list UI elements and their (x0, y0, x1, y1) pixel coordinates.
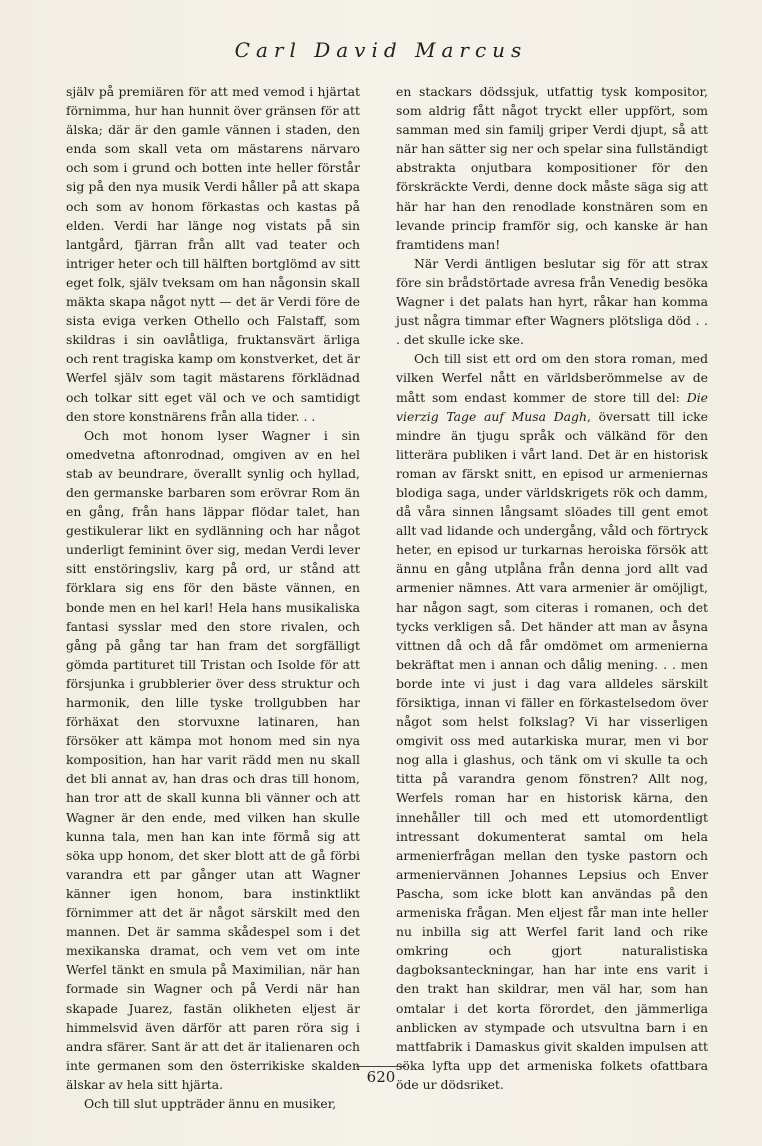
left-paragraph-3: Och till slut uppträder ännu en musiker, (84, 1095, 337, 1111)
running-header: Carl David Marcus (234, 38, 528, 62)
right-paragraph-3-text-a: Och till sist ett ord om den stora roman, med vilken Werfel nått en världsberömmelse av de mått som endast kommer de store till del: (396, 351, 708, 405)
page-number: 620 (366, 1068, 396, 1086)
right-paragraph-1: en stackars dödssjuk, utfattig tysk kompositor, som aldrig fått något tryckt eller uppfört, som samman med sin familj griper Verdi djupt, så att när han sätter sig ner och spelar sina fullständigt abstrakta onjutbara kompositioner för den förskräckte Verdi, denne dock måste säga sig att här har han den renodlade konstnären som en levande princip framför sig, och kanske är han framtidens man! (396, 84, 708, 252)
left-column (66, 82, 360, 1113)
right-paragraph-2: När Verdi äntligen beslutar sig för att strax före sin brådstörtade avresa från Venedig besöka Wagner i det palats han hyrt, råkar han komma just några timmar efter Wagners plötsliga död . . . det skulle icke ske. (396, 255, 708, 348)
page-number-rule (356, 1066, 406, 1067)
right-paragraph-3 (396, 349, 708, 1094)
right-column (396, 82, 708, 1094)
right-paragraph-3-text-b: , översatt till icke mindre än tjugu språk och välkänd för den litterära publiken i vårt land. Det är en historisk roman av färskt snitt, en episod ur armeniernas blodiga saga, under världskrigets rök och damm, då våra sinnen långsamt slöades till gent emot allt vad lidande och undergång, våld och förtryck heter, en episod ur turkarnas heroiska försök att ännu en gång utplåna från denna jord allt vad armenier nämnes. Att vara armenier är omöjligt, har någon sagt, som citeras i romanen, och det tycks verkligen så. Det händer att man av åsyna vittnen då och då får omdömet om armenierna bekräftat men i annan och dålig mening. . . men borde inte vi just i dag vara alldeles särskilt försiktiga, innan vi fäller en förkastelsedom över något som helst folkslag? Vi har visserligen omgivit oss med autarkiska murar, men vi bor nog alla i glashus, och tänk om vi skulle ta och titta på varandra genom fönstren? Allt nog, Werfels roman har en historisk kärna, den innehåller till och med ett utomordentligt intressant dokumenterat samtal om hela armenierfrågan mellan den tyske pastorn och armeniervännen Johannes Lepsius och Enver Pascha, som icke blott kan användas på den armeniska frågan. Men eljest får man inte heller nu inbilla sig att Werfel farit land och rike omkring och gjort naturalistiska dagboksanteckningar, han har inte ens varit i den trakt han skildrar, men väl har, som han omtalar i det korta förordet, den jämmerliga anblicken av stympade och utsvultna barn i en mattfabrik i Damaskus givit skalden impulsen att söka lyfta upp det armeniska folkets ofattbara öde ur dödsriket. (396, 408, 708, 1092)
left-paragraph-1: själv på premiären för att med vemod i hjärtat förnimma, hur han hunnit över gränsen för att älska; där är den gamle vännen i staden, den enda som skall veta om mästarens närvaro och som i grund och botten inte heller förstår sig på den nya musik Verdi håller på att skapa och som av honom förkastas och kastas på elden. Verdi har länge nog vistats på sin lantgård, fjärran från allt vad teater och intriger heter och till hälften bortglömd av sitt eget folk, själv tveksam om han någonsin skall mäkta skapa något nytt — det är Verdi före de sista eviga verken Othello och Falstaff, som skildras i sin oavlåtliga, fruktansvärt ärliga och rent tragiska kamp om konstverket, det är Werfel själv som tagit mästarens förklädnad och tolkar sitt eget väl och ve och samtidigt den store konstnärens från alla tider. . . (66, 84, 360, 424)
left-paragraph-2: Och mot honom lyser Wagner i sin omedvetna aftonrodnad, omgiven av en hel stab av beundrare, överallt synlig och hyllad, den germanske barbaren som erövrar Rom än en gång, från hans läppar flödar talet, han gestikulerar likt en sydlänning och har något underligt feminint över sig, medan Verdi lever sitt enstöringsliv, karg på ord, ur stånd att förklara sig ens för den bäste vännen, en bonde men en hel karl! Hela hans musikaliska fantasi sysslar med den store rivalen, och gång på gång tar han fram det sorgfälligt gömda partituret till Tristan och Isolde för att försjunka i grubblerier över dess struktur och harmonik, den lille tyske trollgubben har förhäxat den storvuxne latinaren, han försöker att kämpa mot honom med sin nya komposition, han har varit rädd men nu skall det bli annat av, han dras och dras till honom, han tror att de skall kunna bli vänner och att Wagner är den ende, med vilken han skulle kunna tala, men han kan inte förmå sig att söka upp honom, det sker blott att de gå förbi varandra ett par gånger utan att Wagner känner igen honom, bara instinktlikt förnimmer att det är något särskilt med den mannen. Det är samma skådespel som i det mexikanska dramat, och vem vet om inte Werfel tänkt en smula på Maximilian, när han formade sin Wagner och på Verdi när han skapade Juarez, fastän olikheten eljest är himmelsvid även därför att paren röra sig i andra sfärer. Sant är att det är italienaren och inte germanen som den österrikiske skalden älskar av hela sitt hjärta. (66, 427, 360, 1092)
book-title: Die vierzig Tage auf Musa Dagh (396, 389, 708, 424)
